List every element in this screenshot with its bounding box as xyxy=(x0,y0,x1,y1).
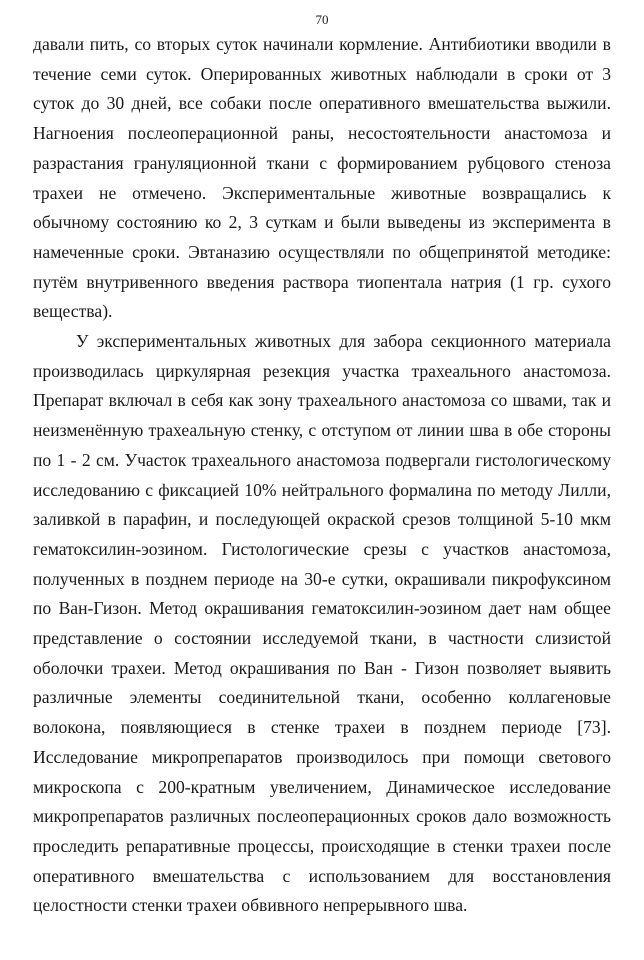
paragraph-1: давали пить, со вторых суток начинали кормление. Антибиотики вводили в течение семи суток. Оперированных животных наблюдали в сроки от 3 суток до 30 дней, все собаки после оперативного вмешательства выжили. Нагноения послеоперационной раны, несостоятельности анастомоза и разрастания грануляционной ткани с формированием рубцового стеноза трахеи не отмечено. Экспериментальные животные возвращались к обычному состоянию ко 2, 3 суткам и были выведены из эксперимента в намеченные сроки. Эвтаназию осуществляли по общепринятой методике: путём внутривенного введения раствора тиопентала натрия (1 гр. сухого вещества). xyxy=(33,34,611,322)
paragraph-2: У экспериментальных животных для забора секционного материала производилась циркулярная резекция участка трахеального анастомоза. Препарат включал в себя как зону трахеального анастомоза со швами, так и неизменённую трахеальную стенку, с отступом от линии шва в обе стороны по 1 - 2 см. Участок трахеального анастомоза подвергали гистологическому исследованию с фиксацией 10% нейтрального формалина по методу Лилли, заливкой в парафин, и последующей окраской срезов толщиной 5-10 мкм гематоксилин-эозином. Гистологические срезы с участков анастомоза, полученных в позднем периоде на 30-е сутки, окрашивали пикрофуксином по Ван-Гизон. Метод окрашивания гематоксилин-эозином дает нам общее представление о состоянии исследуемой ткани, в частности слизистой оболочки трахеи. Метод окрашивания по Ван - Гизон позволяет выявить различные элементы соединительной ткани, особенно коллагеновые волокона, появляющиеся в стенке трахеи в позднем периоде [73]. Исследование микропрепаратов производилось при помощи светового микроскопа с 200-кратным увеличением, Динамическое исследование микропрепаратов различных послеоперационных сроков дало возможность проследить репаративные процессы, происходящие в стенки трахеи после оперативного вмешательства с использованием для восстановления целостности стенки трахеи обвивного непрерывного шва. xyxy=(33,331,611,916)
document-body xyxy=(33,30,611,921)
page-number: 70 xyxy=(315,12,329,27)
